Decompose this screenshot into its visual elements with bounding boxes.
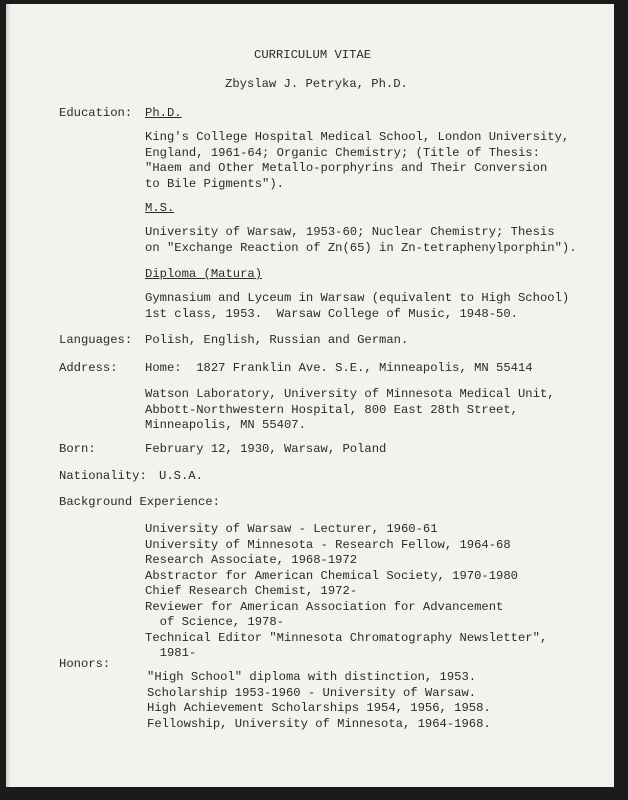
diploma-heading: Diploma (Matura) xyxy=(145,267,263,281)
work-address-line: Watson Laboratory, University of Minnesota Medical Unit, xyxy=(145,387,555,401)
background-item: of Science, 1978- xyxy=(145,615,284,629)
ms-line: on "Exchange Reaction of Zn(65) in Zn-tetraphenylporphin"). xyxy=(145,240,577,255)
education-label: Education: xyxy=(59,106,133,120)
honors-label: Honors: xyxy=(59,657,111,671)
background-item: Reviewer for American Association for Advancement xyxy=(145,599,504,614)
ms-line: University of Warsaw, 1953-60; Nuclear Chemistry; Thesis xyxy=(145,225,555,239)
phd-details xyxy=(145,130,569,192)
phd-line: King's College Hospital Medical School, London University, xyxy=(145,130,570,144)
languages-label: Languages: xyxy=(59,333,133,347)
phd-heading: Ph.D. xyxy=(145,106,182,120)
background-item: Technical Editor "Minnesota Chromatography Newsletter", xyxy=(145,630,548,645)
diploma-details xyxy=(145,291,569,322)
ms-heading: M.S. xyxy=(145,201,175,215)
nationality-label: Nationality: xyxy=(59,469,147,483)
phd-line: England, 1961-64; Organic Chemistry; (Title of Thesis: xyxy=(145,145,540,160)
document-title: CURRICULUM VITAE xyxy=(254,48,372,62)
background-item: Abstractor for American Chemical Society, 1970-1980 xyxy=(145,568,518,583)
background-item: Research Associate, 1968-1972 xyxy=(145,553,358,567)
honors-item: High Achievement Scholarships 1954, 1956, 1958. xyxy=(147,701,491,715)
languages-value: Polish, English, Russian and German. xyxy=(145,333,409,347)
born-value: February 12, 1930, Warsaw, Poland xyxy=(145,442,387,456)
background-item: University of Warsaw - Lecturer, 1960-61 xyxy=(145,522,438,536)
honors-item: Scholarship 1953-1960 - University of Warsaw. xyxy=(147,685,477,700)
phd-line: "Haem and Other Metallo-porphyrins and Their Conversion xyxy=(145,161,548,175)
diploma-line: Gymnasium and Lyceum in Warsaw (equivalent to High School) xyxy=(145,291,570,305)
background-item: University of Minnesota - Research Fellow, 1964-68 xyxy=(145,537,511,552)
page-edge xyxy=(6,4,11,787)
background-list xyxy=(145,522,547,662)
background-item: Chief Research Chemist, 1972- xyxy=(145,584,358,598)
work-address xyxy=(145,387,555,434)
honors-item: Fellowship, University of Minnesota, 1964-1968. xyxy=(147,716,491,731)
honors-list xyxy=(147,670,491,732)
home-address: Home: 1827 Franklin Ave. S.E., Minneapolis, MN 55414 xyxy=(145,361,533,375)
author-name: Zbyslaw J. Petryka, Ph.D. xyxy=(225,77,408,91)
work-address-line: Minneapolis, MN 55407. xyxy=(145,418,306,432)
born-label: Born: xyxy=(59,442,96,456)
diploma-line: 1st class, 1953. Warsaw College of Music, 1948-50. xyxy=(145,306,518,321)
background-label: Background Experience: xyxy=(59,495,220,509)
nationality-value: U.S.A. xyxy=(159,469,203,483)
ms-details xyxy=(145,225,577,256)
address-label: Address: xyxy=(59,361,118,375)
background-item: 1981- xyxy=(145,646,197,660)
phd-line: to Bile Pigments"). xyxy=(145,176,284,191)
honors-item: "High School" diploma with distinction, 1953. xyxy=(147,670,477,684)
work-address-line: Abbott-Northwestern Hospital, 800 East 28th Street, xyxy=(145,402,518,417)
cv-page xyxy=(6,4,614,787)
